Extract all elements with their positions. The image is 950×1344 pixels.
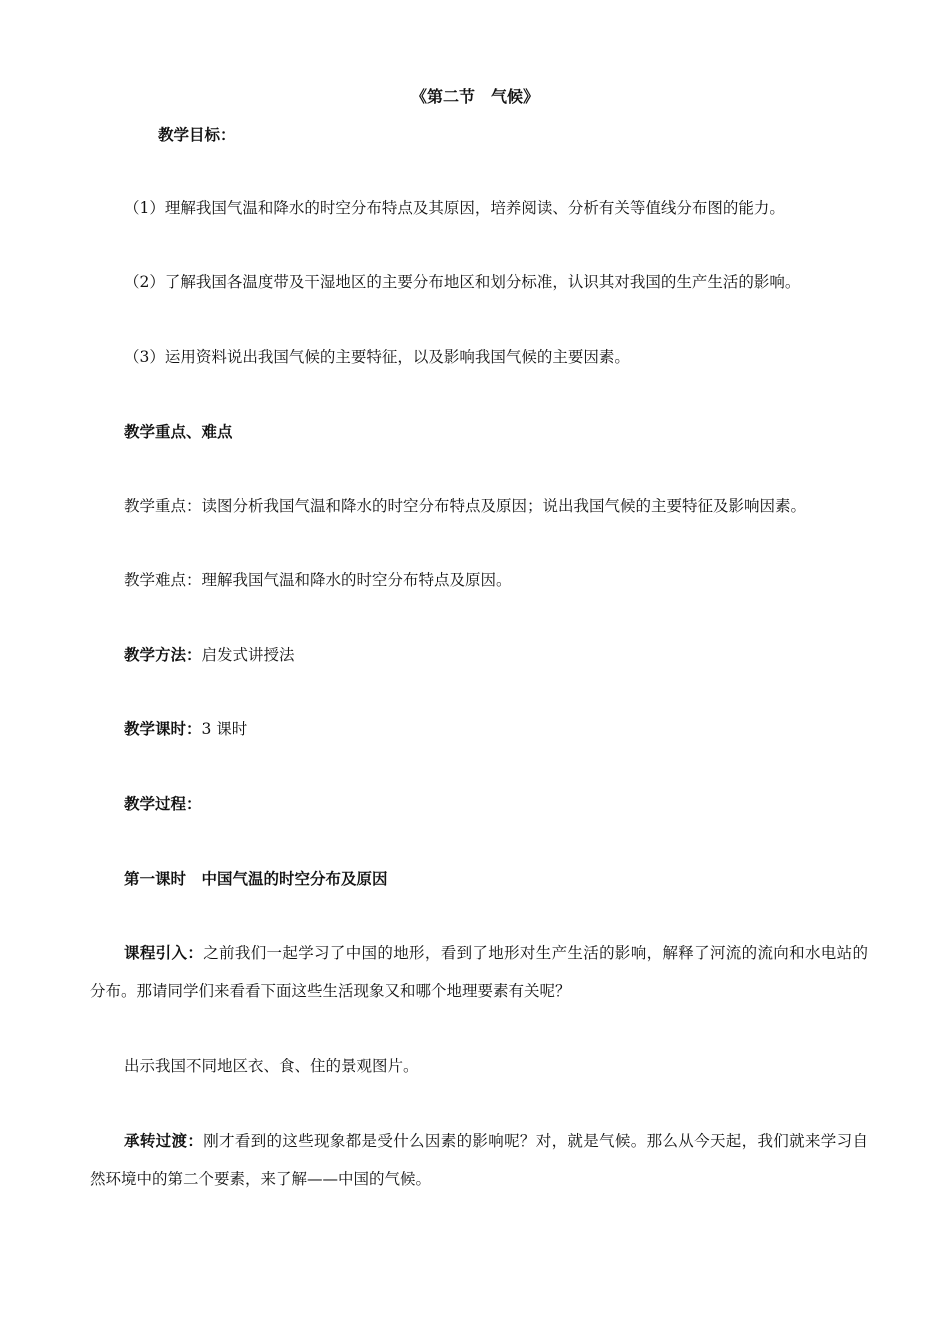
key-points-heading: 教学重点、难点: [124, 422, 233, 441]
page-title: 《第二节 气候》: [410, 87, 539, 106]
process-heading: 教学过程：: [124, 794, 202, 813]
transition-text: 刚才看到的这些现象都是受什么因素的影响呢？对，就是气候。那么从今天起，我们就来学习自然环境中的第二个要素，来了解——中国的气候。: [90, 1132, 868, 1188]
transition-label: 承转过渡：: [124, 1131, 204, 1150]
transition-paragraph: [90, 1122, 868, 1198]
intro-paragraph: [90, 934, 868, 1010]
teaching-hours: [124, 718, 247, 740]
objectives-heading: 教学目标：: [158, 125, 236, 144]
teaching-hours-label: 教学课时：: [124, 719, 202, 738]
intro-text: 之前我们一起学习了中国的地形，看到了地形对生产生活的影响，解释了河流的流向和水电站的分布。那请同学们来看看下面这些生活现象又和哪个地理要素有关呢？: [90, 944, 868, 1000]
objective-item-2: （2）了解我国各温度带及干湿地区的主要分布地区和划分标准，认识其对我国的生产生活的影响。: [124, 273, 801, 291]
teaching-hours-value: 3 课时: [201, 720, 248, 738]
key-point: 教学重点：读图分析我国气温和降水的时空分布特点及原因；说出我国气候的主要特征及影响因素。: [124, 497, 807, 515]
teaching-method-label: 教学方法：: [124, 645, 202, 664]
show-pictures-line: 出示我国不同地区衣、食、住的景观图片。: [124, 1057, 419, 1075]
teaching-method-value: 启发式讲授法: [201, 646, 295, 664]
lesson-one-heading: 第一课时 中国气温的时空分布及原因: [124, 869, 388, 888]
teaching-method: [124, 644, 295, 666]
objective-item-3: （3）运用资料说出我国气候的主要特征，以及影响我国气候的主要因素。: [124, 348, 630, 366]
intro-label: 课程引入：: [124, 943, 204, 962]
objective-item-1: （1）理解我国气温和降水的时空分布特点及其原因，培养阅读、分析有关等值线分布图的能力。: [124, 199, 785, 217]
difficult-point: 教学难点：理解我国气温和降水的时空分布特点及原因。: [124, 571, 512, 589]
